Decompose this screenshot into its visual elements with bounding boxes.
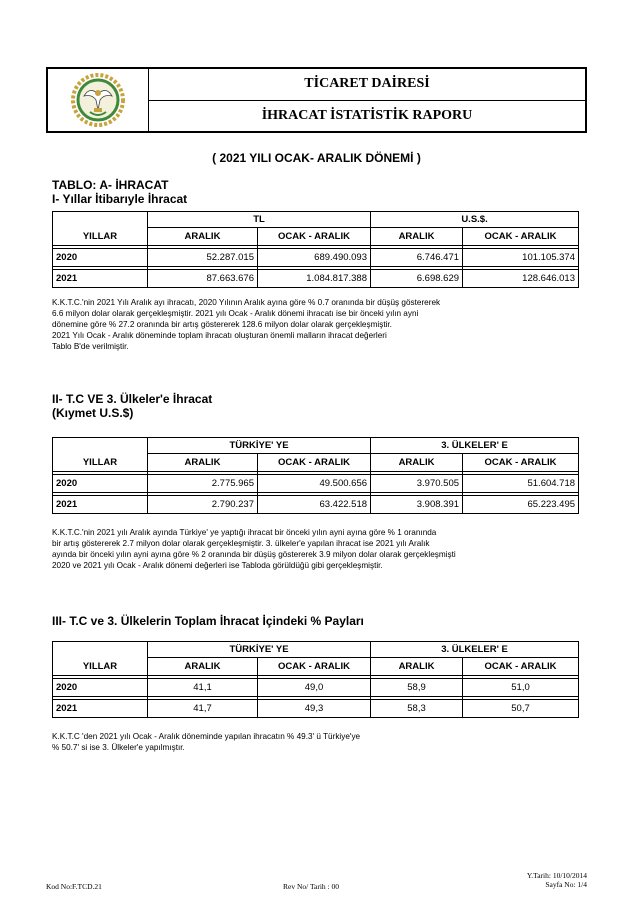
table-group-header: TL xyxy=(148,212,371,228)
value-cell: 50,7 xyxy=(463,700,579,718)
value-cell: 3.908.391 xyxy=(371,496,463,514)
table-row xyxy=(53,270,579,288)
column-header: OCAK - ARALIK xyxy=(463,454,579,472)
value-cell: 87.663.676 xyxy=(148,270,258,288)
value-cell: 41,1 xyxy=(148,679,258,697)
value-cell: 52.287.015 xyxy=(148,249,258,267)
exports-by-destination-table xyxy=(52,437,579,514)
paragraph-line: K.K.T.C 'den 2021 yılı Ocak - Aralık döneminde yapılan ihracatın % 49.3' ü Türkiye'ye xyxy=(52,732,361,741)
section-1-heading: I- Yıllar İtibarıyle İhracat xyxy=(52,192,188,206)
table-row-header: YILLAR xyxy=(53,454,148,472)
state-emblem-icon xyxy=(70,72,126,128)
column-header: ARALIK xyxy=(148,228,258,246)
footer-page-number: Sayfa No: 1/4 xyxy=(545,880,587,889)
year-cell: 2021 xyxy=(53,496,148,514)
value-cell: 6.746.471 xyxy=(371,249,463,267)
table-group-header: TÜRKİYE' YE xyxy=(148,438,371,454)
exports-by-year-table xyxy=(52,211,579,288)
report-period: ( 2021 YILI OCAK- ARALIK DÖNEMİ ) xyxy=(212,151,421,165)
year-cell: 2020 xyxy=(53,249,148,267)
footer-page-info xyxy=(527,871,587,889)
value-cell: 49.500.656 xyxy=(258,475,371,493)
paragraph-line: 2021 Yılı Ocak - Aralık döneminde toplam ihracatı oluşturan önemli malların ihracat değerleri xyxy=(52,331,387,340)
paragraph-line: % 50.7' si ise 3. Ülkeler'e yapılmıştır. xyxy=(52,743,185,752)
value-cell: 63.422.518 xyxy=(258,496,371,514)
value-cell: 49,3 xyxy=(258,700,371,718)
paragraph-line: bir artış göstererek 2.7 milyon dolar olarak gerçekleşmiştir. 3. ülkeler'e yapılan ihracat ise 2021 yılı Aralık xyxy=(52,539,430,548)
export-share-table xyxy=(52,641,579,718)
column-header: OCAK - ARALIK xyxy=(463,228,579,246)
paragraph-line: K.K.T.C.'nin 2021 Yılı Aralık ayı ihracatı, 2020 Yılının Aralık ayına göre % 0.7 oranında bir düşüş göstererek xyxy=(52,298,441,307)
value-cell: 51,0 xyxy=(463,679,579,697)
paragraph-line: K.K.T.C.'nin 2021 yılı Aralık ayında Türkiye' ye yaptığı ihracat bir önceki yılın ayni ayına göre % 1 oranında xyxy=(52,528,437,537)
value-cell: 49,0 xyxy=(258,679,371,697)
value-cell: 6.698.629 xyxy=(371,270,463,288)
table-row-header: YILLAR xyxy=(53,228,148,246)
value-cell: 2.775.965 xyxy=(148,475,258,493)
table-row xyxy=(53,700,579,718)
column-header: ARALIK xyxy=(371,658,463,676)
value-cell: 128.646.013 xyxy=(463,270,579,288)
section-2-subheading: (Kıymet U.S.$) xyxy=(52,406,134,420)
section-2-heading: II- T.C VE 3. Ülkeler'e İhracat xyxy=(52,392,213,406)
year-cell: 2021 xyxy=(53,270,148,288)
value-cell: 58,3 xyxy=(371,700,463,718)
value-cell: 2.790.237 xyxy=(148,496,258,514)
column-header: OCAK - ARALIK xyxy=(258,228,371,246)
column-header: OCAK - ARALIK xyxy=(258,454,371,472)
year-cell: 2021 xyxy=(53,700,148,718)
column-header: ARALIK xyxy=(148,658,258,676)
section-3-paragraph xyxy=(52,731,582,753)
value-cell: 65.223.495 xyxy=(463,496,579,514)
value-cell: 1.084.817.388 xyxy=(258,270,371,288)
paragraph-line: 6.6 milyon dolar olarak gerçekleşmiştir. 2021 yılı Ocak - Aralık dönemi ihracatı ise bir önceki yılın ayni xyxy=(52,309,419,318)
table-group-header: 3. ÜLKELER' E xyxy=(371,642,579,658)
table-row-header: YILLAR xyxy=(53,658,148,676)
table-a-title: TABLO: A- İHRACAT xyxy=(52,178,169,192)
table-group-header: U.S.$. xyxy=(371,212,579,228)
value-cell: 689.490.093 xyxy=(258,249,371,267)
footer-date: Y.Tarih: 10/10/2014 xyxy=(526,871,587,880)
table-group-header: TÜRKİYE' YE xyxy=(148,642,371,658)
paragraph-line: dönemine göre % 27.2 oranında bir artış göstererek 128.6 milyon dolar olarak gerçekleşmiştir. xyxy=(52,320,392,329)
value-cell: 51.604.718 xyxy=(463,475,579,493)
value-cell: 58,9 xyxy=(371,679,463,697)
section-3-heading: III- T.C ve 3. Ülkelerin Toplam İhracat İçindeki % Payları xyxy=(52,614,364,628)
section-2-paragraph xyxy=(52,527,582,571)
table-row xyxy=(53,249,579,267)
value-cell: 101.105.374 xyxy=(463,249,579,267)
table-row xyxy=(53,496,579,514)
section-1-paragraph xyxy=(52,297,582,352)
report-header-title: TİCARET DAİRESİ xyxy=(149,69,585,101)
report-header xyxy=(46,67,587,133)
table-row xyxy=(53,475,579,493)
report-header-subtitle: İHRACAT İSTATİSTİK RAPORU xyxy=(261,107,473,123)
column-header: ARALIK xyxy=(371,454,463,472)
paragraph-line: ayında bir önceki yılın ayni ayına göre % 2 oranında bir düşüş göstererek 3.9 milyon dolar olarak gerçekleşmişti xyxy=(52,550,456,559)
paragraph-line: Tablo B'de verilmiştir. xyxy=(52,342,129,351)
column-header: ARALIK xyxy=(371,228,463,246)
paragraph-line: 2020 ve 2021 yılı Ocak - Aralık dönemi değerleri ise Tabloda görüldüğü gibi gerçekleşmiştir. xyxy=(52,561,383,570)
value-cell: 3.970.505 xyxy=(371,475,463,493)
column-header: OCAK - ARALIK xyxy=(463,658,579,676)
year-cell: 2020 xyxy=(53,475,148,493)
footer-revision: Rev No/ Tarih : 00 xyxy=(283,882,339,891)
value-cell: 41,7 xyxy=(148,700,258,718)
column-header: OCAK - ARALIK xyxy=(258,658,371,676)
table-group-header: 3. ÜLKELER' E xyxy=(371,438,579,454)
year-cell: 2020 xyxy=(53,679,148,697)
table-row xyxy=(53,679,579,697)
emblem-cell xyxy=(48,69,149,131)
footer-doc-code: Kod No:F.TCD.21 xyxy=(46,882,102,891)
column-header: ARALIK xyxy=(148,454,258,472)
